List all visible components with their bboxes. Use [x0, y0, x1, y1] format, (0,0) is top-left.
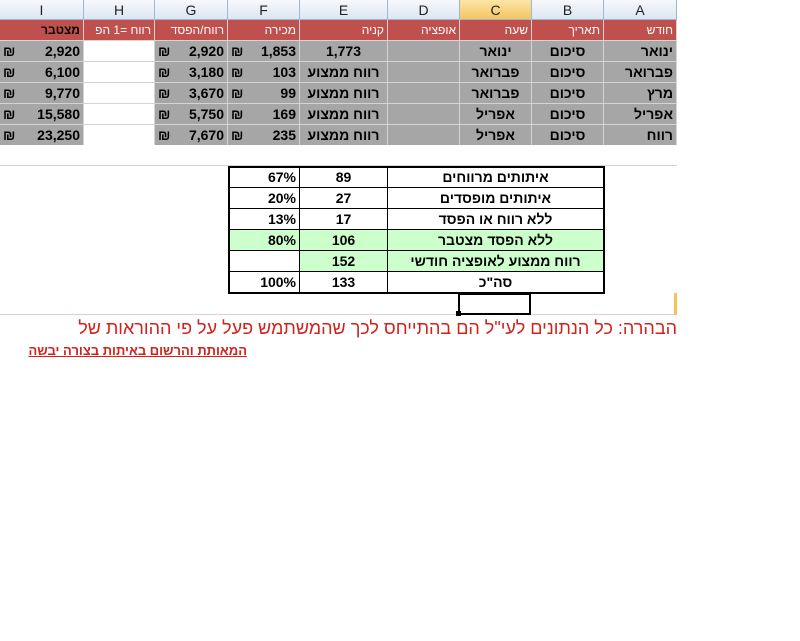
cell-value: רווח ממצוע [307, 127, 380, 143]
currency-symbol: ₪ [158, 106, 171, 122]
currency-symbol: ₪ [231, 85, 244, 101]
data-cell-i[interactable] [0, 125, 84, 146]
header-cell-option[interactable]: אופציה [388, 20, 460, 41]
empty-row[interactable] [0, 145, 677, 166]
header-cell-profit-flag[interactable]: רווח =1 הפ [84, 20, 155, 41]
data-cell-d[interactable] [388, 62, 460, 83]
currency-symbol: ₪ [231, 106, 244, 122]
data-cell-c[interactable] [460, 62, 532, 83]
stat-label[interactable]: איתותים מופסדים [388, 188, 604, 209]
cell-value: רווח ממצוע [307, 64, 380, 80]
cell-value: פברואר [625, 64, 673, 80]
stat-count[interactable]: 27 [300, 188, 388, 209]
currency-symbol: ₪ [158, 127, 171, 143]
data-cell-c[interactable] [460, 41, 532, 62]
currency-symbol: ₪ [231, 64, 244, 80]
column-header-a[interactable]: A [604, 0, 677, 20]
data-cell-b[interactable] [532, 41, 604, 62]
data-cell-e[interactable] [300, 41, 388, 62]
currency-symbol: ₪ [231, 43, 244, 59]
data-cell-d[interactable] [388, 41, 460, 62]
cell-value: ינואר [640, 43, 673, 59]
data-cell-c[interactable] [460, 104, 532, 125]
header-cell-cumulative[interactable]: מצטבר [0, 20, 84, 41]
currency-symbol: ₪ [3, 106, 16, 122]
data-cell-h[interactable] [84, 125, 155, 146]
cell-value: 99 [280, 85, 296, 101]
data-cell-i[interactable] [0, 62, 84, 83]
stat-pct[interactable]: 100% [228, 272, 300, 293]
cell-value: 9,770 [44, 85, 80, 101]
cell-value: רווח ממצוע [307, 106, 380, 122]
column-header-e[interactable]: E [300, 0, 388, 20]
data-cell-c[interactable] [460, 125, 532, 146]
data-cell-h[interactable] [84, 41, 155, 62]
data-cell-e[interactable] [300, 104, 388, 125]
data-cell-h[interactable] [84, 62, 155, 83]
column-header-i[interactable]: I [0, 0, 84, 20]
currency-symbol: ₪ [3, 43, 16, 59]
cell-value: אפריל [634, 106, 673, 122]
fill-handle[interactable] [456, 311, 461, 316]
currency-symbol: ₪ [3, 127, 16, 143]
stat-count[interactable]: 89 [300, 167, 388, 188]
data-cell-b[interactable] [532, 83, 604, 104]
cell-value: מרץ [647, 85, 673, 101]
data-cell-e[interactable] [300, 62, 388, 83]
cell-value: סיכום [549, 85, 586, 101]
cell-value: 15,580 [37, 106, 80, 122]
currency-symbol: ₪ [3, 85, 16, 101]
data-cell-f[interactable] [228, 62, 300, 83]
stat-label[interactable]: רווח ממצוע לאופציה חודשי [388, 251, 604, 272]
data-cell-d[interactable] [388, 83, 460, 104]
data-cell-g[interactable] [155, 125, 228, 146]
cell-value: 169 [272, 106, 296, 122]
selected-cell[interactable] [458, 293, 531, 315]
cell-value: סיכום [549, 64, 586, 80]
cell-value: 1,853 [260, 43, 296, 59]
data-cell-a[interactable] [604, 83, 677, 104]
stat-pct[interactable] [228, 251, 300, 272]
header-cell-time[interactable]: שעה [460, 20, 532, 41]
cell-value: 23,250 [37, 127, 80, 143]
data-cell-a[interactable] [604, 125, 677, 146]
cell-value: סיכום [549, 43, 586, 59]
data-cell-g[interactable] [155, 41, 228, 62]
data-cell-b[interactable] [532, 62, 604, 83]
currency-symbol: ₪ [158, 64, 171, 80]
column-header-f[interactable]: F [228, 0, 300, 20]
data-cell-i[interactable] [0, 83, 84, 104]
data-cell-f[interactable] [228, 104, 300, 125]
data-cell-h[interactable] [84, 83, 155, 104]
cell-value: 5,750 [188, 106, 224, 122]
stat-pct[interactable]: 67% [228, 167, 300, 188]
sheet-edge-highlight [674, 293, 677, 315]
header-cell-sell[interactable]: מכירה [228, 20, 300, 41]
cell-value: 103 [272, 64, 296, 80]
data-cell-a[interactable] [604, 104, 677, 125]
header-cell-profit-loss[interactable]: רווח/הפסד [155, 20, 228, 41]
stat-pct[interactable]: 13% [228, 209, 300, 230]
cell-value: 1,773 [325, 43, 362, 59]
stats-border-left [228, 166, 230, 294]
stat-label[interactable]: ללא רווח או הפסד [388, 209, 604, 230]
stat-pct[interactable]: 80% [228, 230, 300, 251]
column-header-h[interactable]: H [84, 0, 155, 20]
data-cell-g[interactable] [155, 83, 228, 104]
data-cell-g[interactable] [155, 104, 228, 125]
data-cell-g[interactable] [155, 62, 228, 83]
data-cell-c[interactable] [460, 83, 532, 104]
stat-count[interactable]: 152 [300, 251, 388, 272]
cell-value: 2,920 [44, 43, 80, 59]
cell-value: ינואר [479, 43, 512, 59]
column-header-d[interactable]: D [388, 0, 460, 20]
data-cell-a[interactable] [604, 41, 677, 62]
data-cell-d[interactable] [388, 104, 460, 125]
stat-label[interactable]: איתותים מרווחים [388, 167, 604, 188]
data-cell-e[interactable] [300, 125, 388, 146]
data-cell-d[interactable] [388, 125, 460, 146]
data-cell-i[interactable] [0, 104, 84, 125]
data-cell-h[interactable] [84, 104, 155, 125]
stat-label[interactable]: ללא הפסד מצטבר [388, 230, 604, 251]
column-header-g[interactable]: G [155, 0, 228, 20]
stat-count[interactable]: 17 [300, 209, 388, 230]
empty-row-2[interactable] [0, 294, 677, 315]
cell-value: 6,100 [44, 64, 80, 80]
cell-value: רווח [646, 127, 673, 143]
stat-label[interactable]: סה"כ [388, 272, 604, 293]
currency-symbol: ₪ [158, 85, 171, 101]
cell-value: 3,180 [188, 64, 224, 80]
cell-value: 235 [272, 127, 296, 143]
currency-symbol: ₪ [158, 43, 171, 59]
data-cell-e[interactable] [300, 83, 388, 104]
stat-pct[interactable]: 20% [228, 188, 300, 209]
column-header-b[interactable]: B [532, 0, 604, 20]
currency-symbol: ₪ [231, 127, 244, 143]
data-cell-b[interactable] [532, 125, 604, 146]
stats-border-top [228, 166, 605, 168]
cell-value: פברואר [471, 64, 520, 80]
data-cell-f[interactable] [228, 83, 300, 104]
header-cell-date[interactable]: תאריך [532, 20, 604, 41]
cell-value: סיכום [549, 127, 586, 143]
column-header-c[interactable]: C [460, 0, 532, 20]
header-cell-buy[interactable]: קניה [300, 20, 388, 41]
data-cell-f[interactable] [228, 125, 300, 146]
cell-value: 7,670 [188, 127, 224, 143]
currency-symbol: ₪ [3, 64, 16, 80]
cell-value: סיכום [549, 106, 586, 122]
cell-value: רווח ממצוע [307, 85, 380, 101]
cell-value: 2,920 [188, 43, 224, 59]
disclaimer-line-1: הבהרה: כל הנתונים לעי"ל הם בהתייחס לכך שהמשתמש פעל על פי ההוראות של [78, 318, 677, 338]
disclaimer-line-2: המאותת והרשום באיתות בצורה יבשה [28, 343, 247, 358]
cell-value: 3,670 [188, 85, 224, 101]
data-cell-i[interactable] [0, 41, 84, 62]
data-cell-b[interactable] [532, 104, 604, 125]
stat-count[interactable]: 106 [300, 230, 388, 251]
data-cell-a[interactable] [604, 62, 677, 83]
cell-value: אפריל [476, 127, 515, 143]
data-cell-f[interactable] [228, 41, 300, 62]
cell-value: אפריל [476, 106, 515, 122]
stat-count[interactable]: 133 [300, 272, 388, 293]
header-cell-month[interactable]: חודש [604, 20, 677, 41]
stats-border-right [603, 166, 605, 294]
spreadsheet[interactable] [0, 0, 677, 340]
cell-value: פברואר [471, 85, 520, 101]
